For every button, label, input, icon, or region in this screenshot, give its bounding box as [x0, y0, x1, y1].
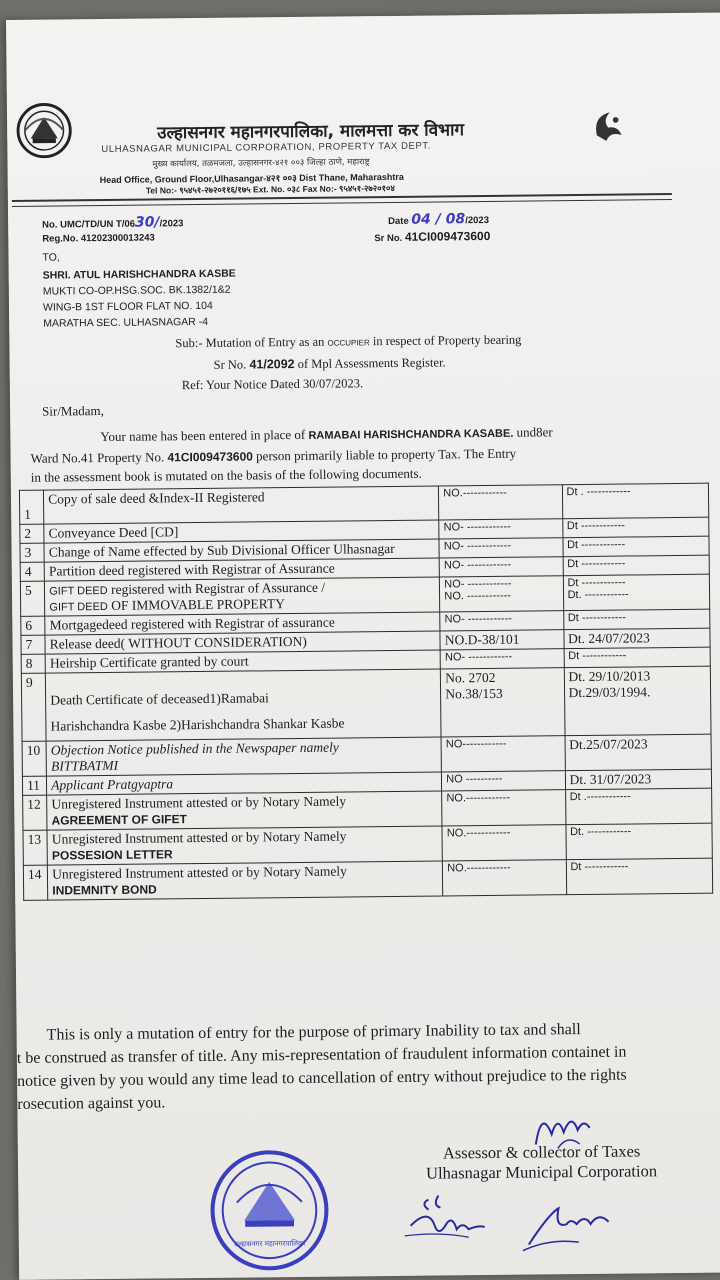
table-row: 7 Release deed( WITHOUT CONSIDERATION) NO.D-38/101 Dt. 24/07/2023: [21, 628, 710, 654]
reference-line: Ref: Your Notice Dated 30/07/2023.: [181, 376, 364, 393]
addressee-line-1: MUKTI CO-OP.HSG.SOC. BK.1382/1&2: [42, 283, 231, 298]
header-address-marathi: मुख्य कार्यालय, तळमजला, उल्हासनगर-४२१ ००३ जिल्हा ठाणे, महाराष्ट्र: [152, 157, 370, 170]
table-row: 1 Copy of sale deed &Index-II Registered NO.------------ Dt . ------------: [19, 483, 708, 524]
signatory-title: Assessor & collector of Taxes: [442, 1141, 641, 1163]
table-row: 11 Applicant Pratgyaptra NO ---------- Dt. 31/07/2023: [22, 769, 711, 795]
subject-line: Sub:- Mutation of Entry as an OCCUPIER in respect of Property bearing: [175, 332, 522, 351]
table-row: 8 Heirship Certificate granted by court NO- ------------ Dt ------------: [21, 647, 710, 673]
umc-logo: [15, 101, 74, 160]
serial-number: Sr No. 41CI009473600: [374, 228, 491, 245]
addressee-name: SHRI. ATUL HARISHCHANDRA KASBE: [42, 267, 236, 282]
table-row: 14 Unregistered Instrument attested or by Notary Namely INDEMNITY BOND NO.------------ Dt ------------: [23, 858, 712, 900]
header-head-office: Head Office, Ground Floor,Ulhasangar-४२१ ००३ Dist Thane, Maharashtra: [99, 171, 404, 186]
addressee-to: TO,: [42, 251, 60, 264]
corner-emblem: [589, 106, 627, 146]
handwritten-signature-2: [518, 1194, 629, 1255]
documents-table: [19, 483, 713, 901]
registration-number: Reg.No. 41202300013243: [42, 232, 155, 245]
letter-date: Date 04 / 08/2023: [388, 211, 490, 228]
disclaimer-paragraph: This is only a mutation of entry for the purpose of primary Inability to tax and shall t be construed as transfer of title. Any mis-representation of fraudulent information containet in notice given by you would any time lead to cancellation of entry without prejudice to the rights rosecution against you.: [16, 1021, 627, 1113]
subject-serial: Sr No. 41/2092 of Mpl Assessments Register.: [213, 355, 446, 372]
salutation: Sir/Madam,: [42, 402, 104, 419]
seal-text: उल्हासनगर महानगरपालिका: [234, 1238, 306, 1249]
body-line-1: Your name has been entered in place of RAMABAI HARISHCHANDRA KASABE. und8er: [100, 424, 553, 445]
addressee-line-2: WING-B 1ST FLOOR FLAT NO. 104: [42, 299, 213, 314]
table-row: 12 Unregistered Instrument attested or by Notary Namely AGREEMENT OF GIFET NO.------------ Dt .------------: [23, 788, 712, 830]
corporation-seal: [208, 1149, 331, 1272]
table-row: 9 Death Certificate of deceased1)Ramabai Harishchandra Kasbe 2)Harishchandra Shankar Kasbe No. 2702 No.38/153 Dt. 29/10/2013 Dt.29/03/1994.: [21, 666, 711, 741]
header-telephone: Tel No:- ९५४५१-२७२०११६/१७५ Ext. No. ०३८ Fax No:- ९५४५१-२७२०१०४: [145, 182, 395, 196]
signatory-organisation: Ulhasnagar Municipal Corporation: [425, 1161, 658, 1183]
table-row: 4 Partition deed registered with Registrar of Assurance NO- ------------ Dt ------------: [20, 555, 709, 581]
table-row: 2 Conveyance Deed [CD] NO- ------------ Dt ------------: [20, 517, 709, 543]
header-divider: [12, 193, 672, 207]
table-row: 3 Change of Name effected by Sub Divisional Officer Ulhasnagar NO- ------------ Dt ------------: [20, 536, 709, 562]
addressee-line-3: MARATHA SEC. ULHASNAGAR -4: [43, 315, 209, 330]
table-row: 5 GIFT DEED registered with Registrar of Assurance / GIFT DEED OF IMMOVABLE PROPERTY NO- ------------ NO. ------------ Dt ------------ Dt. ------------: [20, 574, 709, 616]
header-title-marathi: उल्हासनगर महानगरपालिका, मालमत्ता कर विभाग: [157, 120, 465, 144]
letter-number: No. UMC/TD/UN T/0630//2023: [42, 214, 184, 231]
table-row: 6 Mortgagedeed registered with Registrar of assurance NO- ------------ Dt ------------: [21, 609, 710, 635]
body-line-3: in the assessment book is mutated on the basis of the following documents.: [30, 465, 422, 485]
body-line-2: Ward No.41 Property No. 41CI009473600 person primarily liable to property Tax. The Entry: [30, 445, 517, 466]
table-row: 10 Objection Notice published in the Newspaper namely BITTBATMI NO------------ Dt.25/07/2023: [22, 734, 711, 776]
document-page: [6, 12, 720, 1279]
handwritten-signature-1: [398, 1185, 509, 1246]
header-title-english: ULHASNAGAR MUNICIPAL CORPORATION, PROPERTY TAX DEPT.: [101, 140, 432, 156]
table-row: 13 Unregistered Instrument attested or by Notary Namely POSSESION LETTER NO.------------ Dt. ------------: [23, 823, 712, 865]
